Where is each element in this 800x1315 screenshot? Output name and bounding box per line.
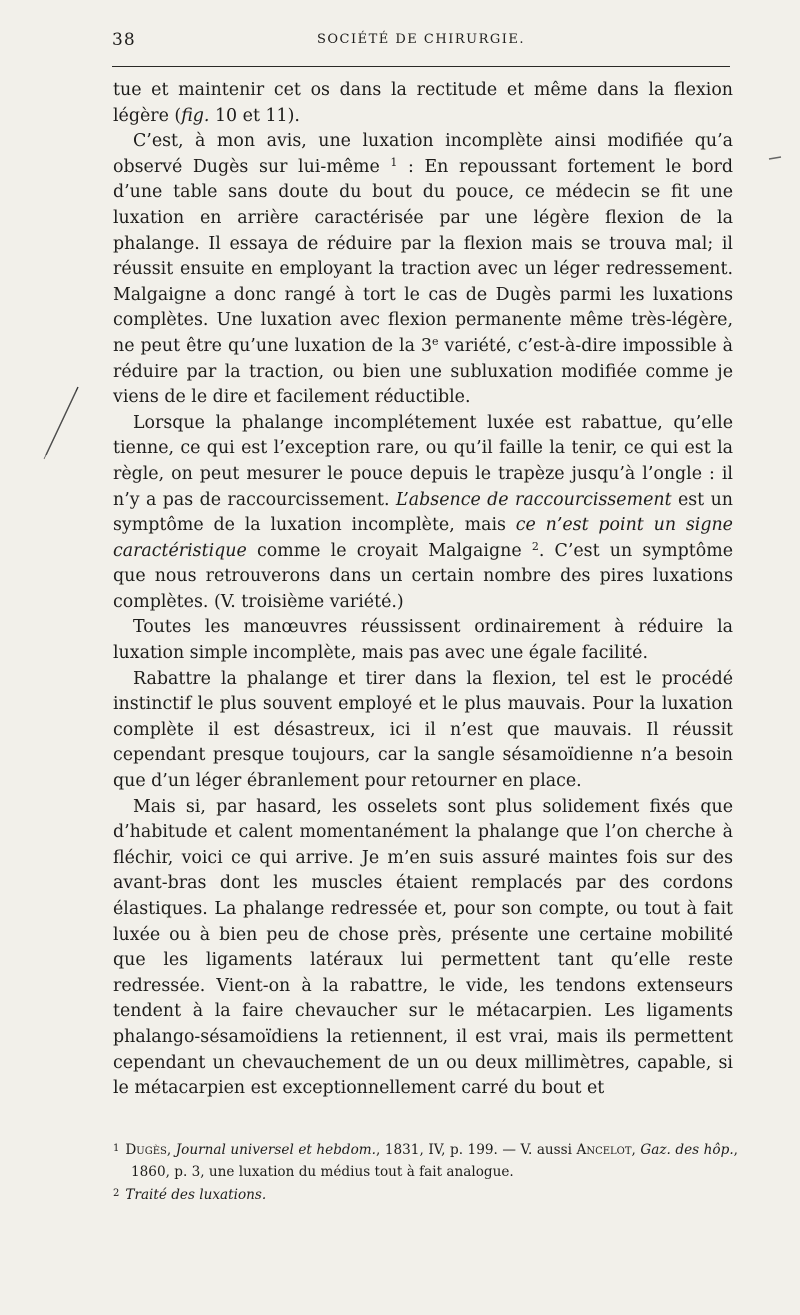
header-rule <box>112 66 730 67</box>
text-run: , 1860, p. 3, une luxation du médius tout à fait analogue. <box>131 1142 738 1180</box>
text-run: Rabattre la phalange et tirer dans la flexion, tel est le procédé instinctif le plus souvent employé et le plus mauvais. Pour la luxation complète il est désastreux, ici il n’est que mauvais. Il réussit cependant presque toujours, car la sangle sésamoïdienne n’a besoin que d’un léger ébranlement pour retourner en place. <box>113 668 733 792</box>
superscript: 2 <box>531 539 539 553</box>
running-title: SOCIÉTÉ DE CHIRURGIE. <box>316 32 526 47</box>
page-number: 38 <box>112 30 136 50</box>
text-run: Mais si, par hasard, les osselets sont plus solidement fixés que d’habitude et calent momentanément la phalange que l’on cherche à fléchir, voici ce qui arrive. Je m’en suis assuré maintes fois sur des avant-bras dont les muscles étaient remplacés par des cordons élastiques. La phalange redressée et, pour son compte, ou tout à fait luxée ou à bien peu de chose près, présente une certaine mobilité que les ligaments latéraux lui permettent tant qu’elle reste redressée. Vient-on à la rabattre, le vide, les tendons extenseurs tendent à la faire chevaucher sur le métacarpien. Les ligaments phalango-sésamoïdiens la retiennent, il est vrai, mais ils permettent cependant un chevauchement de un ou deux millimètres, capable, si le métacarpien est exceptionnellement carré du bout et <box>113 796 733 1099</box>
footnote-marker: 2 <box>113 1188 120 1199</box>
margin-pencil-stroke <box>40 385 80 465</box>
text-run: comme le croyait Malgaigne <box>246 540 532 561</box>
small-caps-text: Dugès <box>125 1142 167 1158</box>
paragraph <box>113 615 733 666</box>
text-run: C’est, à mon avis, une luxation incomplète ainsi modifiée qu’a observé Dugès sur lui-même <box>113 131 733 177</box>
text-run: variété, c’est-à-dire impossible à réduire par la traction, ou bien une subluxation modifiée comme je viens de le dire et facilement réductible. <box>113 335 733 408</box>
paragraph <box>113 411 733 616</box>
footnote <box>113 1183 738 1206</box>
text-run: , 1831, IV, p. 199. — V. aussi <box>376 1142 577 1158</box>
text-run: Toutes les manœuvres réussissent ordinairement à réduire la luxation simple incomplète, mais pas avec une égale facilité. <box>113 617 733 664</box>
italic-text: ce n’est point un signe caractéristique <box>113 515 733 561</box>
text-run: , <box>631 1142 641 1158</box>
text-run: : En repoussant fortement le bord d’une table sans doute du bout du pouce, ce médecin se fit une luxation en arrière caractérisée par une légère flexion de la phalange. Il essaya de réduire par la flexion mais se trouva mal; il réussit ensuite en employant la traction avec un léger redressement. Malgaigne a donc rangé à tort le cas de Dugès parmi les luxations complètes. Une luxation avec flexion permanente même très-légère, ne peut être qu’une luxation de la 3 <box>113 156 733 356</box>
italic-text: fig. <box>181 105 210 126</box>
superscript: 1 <box>390 155 398 169</box>
footnote-marker: 1 <box>113 1143 120 1154</box>
text-run: , <box>166 1142 176 1158</box>
page-header <box>112 30 730 56</box>
paragraph <box>113 667 733 795</box>
italic-text: Gaz. des hôp. <box>640 1142 734 1158</box>
margin-ink-mark <box>768 155 782 163</box>
footnote <box>113 1138 738 1183</box>
paragraph <box>113 78 733 129</box>
footnotes <box>113 1138 738 1206</box>
text-run: Lorsque la phalange incomplétement luxée est rabattue, qu’elle tienne, ce qui est l’exception rare, ou qu’il faille la tenir, ce qui est la règle, on peut mesurer le pouce depuis le trapèze jusqu’à l’ongle : il n’y a pas de raccourcissement. <box>113 412 733 510</box>
text-run: 10 et 11). <box>209 105 300 126</box>
italic-text: Traité des luxations. <box>125 1187 267 1203</box>
superscript: e <box>432 334 439 348</box>
italic-text: Journal universel et hebdom. <box>175 1142 376 1158</box>
italic-text: L’absence de raccourcissement <box>395 489 672 510</box>
paragraph <box>113 129 733 411</box>
small-caps-text: Ancelot <box>576 1142 632 1158</box>
paragraph <box>113 795 733 1102</box>
text-run: est un symptôme de la luxation incomplète, mais <box>113 489 733 536</box>
text-run: . C’est un symptôme que nous retrouverons dans un certain nombre des pires luxations complètes. (V. troisième variété.) <box>113 540 734 612</box>
text-run: tue et maintenir cet os dans la rectitude et même dans la flexion légère ( <box>113 80 733 126</box>
body-text <box>113 78 733 1102</box>
